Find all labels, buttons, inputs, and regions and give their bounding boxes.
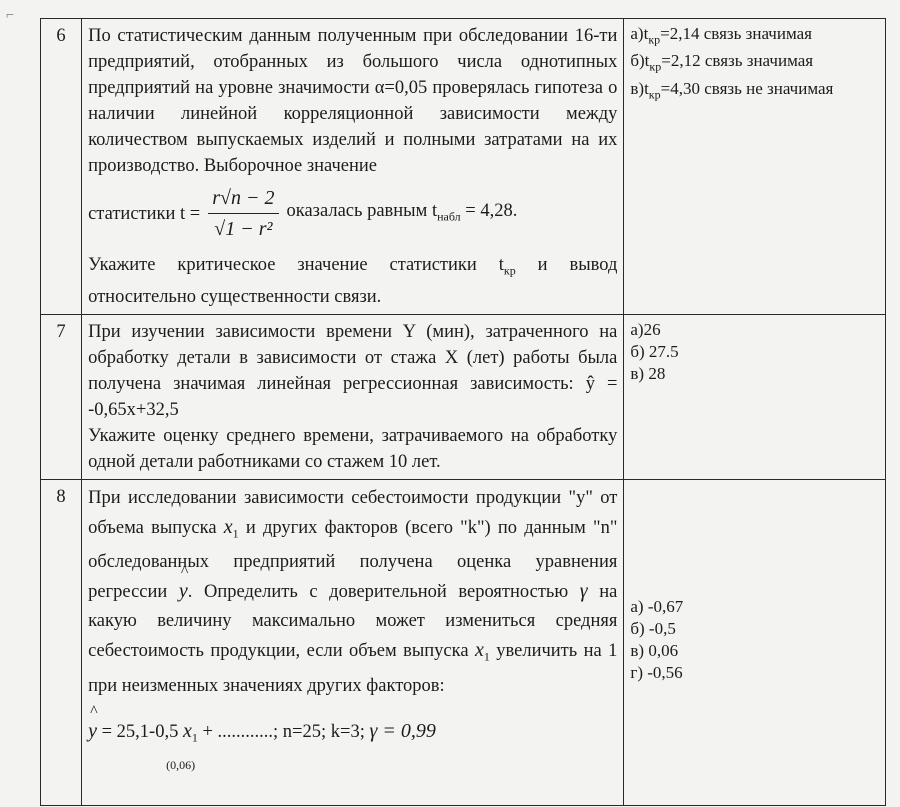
answer-option-a: а) -0,67 — [630, 596, 684, 616]
regression-estimate-equation: ^ y = 25,1-0,5 $x_1$ + ............; n=25; k=3; γ = 0,99 (0,06) — [88, 717, 617, 780]
answer-option-a: $а)t_{кр}=2,14$ связь значимая — [630, 24, 812, 47]
answer-option-c: $в)t_{кр}=4,30$ связь не значимая — [630, 78, 834, 102]
question-text: При изучении зависимости времени Y (мин), затраченного на обработку детали в зависимости от стажа X (лет) работы была получена значимая линейная регрессионная зависимость: ŷ = -0,65x+32,5 — [88, 321, 618, 420]
question-cell — [82, 314, 624, 479]
answer-option-a: а)26 — [630, 319, 661, 339]
answer-option-d: г) -0,56 — [630, 662, 683, 682]
fraction-numerator: r√n − 2 — [208, 185, 278, 214]
row-number: 8 — [41, 479, 82, 805]
answer-cell — [624, 314, 886, 479]
row-number: 7 — [41, 314, 82, 479]
formula-prefix: статистики t = — [88, 203, 201, 224]
formula-suffix: оказалась равным $t_{набл} = 4,28$. — [286, 200, 518, 224]
table-row-7 — [41, 314, 886, 479]
question-text: По статистическим данным полученным при обследовании 16-ти предприятий, отобранных из большого числа однотипных предприятий на уровне значимости α=0,05 проверялась гипотеза о наличии линейной корреляционной зависимости между количеством выпускаемых изделий и полными затратами на их производство. Выборочное значение — [88, 26, 618, 176]
question-cell — [82, 479, 624, 805]
answer-option-b: б) 27.5 — [630, 341, 679, 361]
answer-option-b: $б)t_{кр}=2,12$ связь значимая — [630, 51, 814, 74]
table-row-8 — [41, 479, 886, 805]
question-cell — [82, 19, 624, 315]
row-number: 6 — [41, 19, 82, 315]
question-text: При исследовании зависимости себестоимости продукции "y" от объема выпуска $x_1$ и других факторов (всего "k") по данным "n" обследованных предприятий получена оценка уравнения регрессии ^ y. Определить с доверительной вероятностью γ на какую величину максимально может измениться средняя себестоимость продукции, если объем выпуска $x_1$ увеличить на 1 при неизменных значениях других факторов: — [88, 484, 617, 701]
coefficient-standard-error: (0,06) — [166, 757, 196, 772]
fraction-denominator: √1 − r² — [214, 218, 273, 240]
answer-option-b: б) -0,5 — [630, 618, 676, 638]
scan-artifact-mark: ⌐ — [6, 8, 14, 23]
test-questions-table — [40, 18, 886, 806]
statistic-formula — [88, 185, 617, 242]
regression-equation: ŷ = -0,65x+32,5 — [88, 373, 618, 420]
question-instruction: Укажите оценку среднего времени, затрачиваемого на обработку одной детали работниками со стажем 10 лет. — [88, 425, 618, 472]
gamma-symbol: γ — [579, 580, 588, 603]
table-row-6 — [41, 19, 886, 315]
answer-cell — [624, 479, 886, 805]
t-statistic-fraction — [208, 185, 278, 242]
question-instruction: Укажите критическое значение статистики $t_{кр}$ и вывод относительно существенности связи. — [88, 255, 618, 307]
answer-cell — [624, 19, 886, 315]
answer-option-c: в) 0,06 — [630, 640, 679, 660]
answer-list — [630, 596, 879, 684]
y-hat-symbol: ^ y — [179, 577, 188, 606]
answer-option-c: в) 28 — [630, 363, 666, 383]
